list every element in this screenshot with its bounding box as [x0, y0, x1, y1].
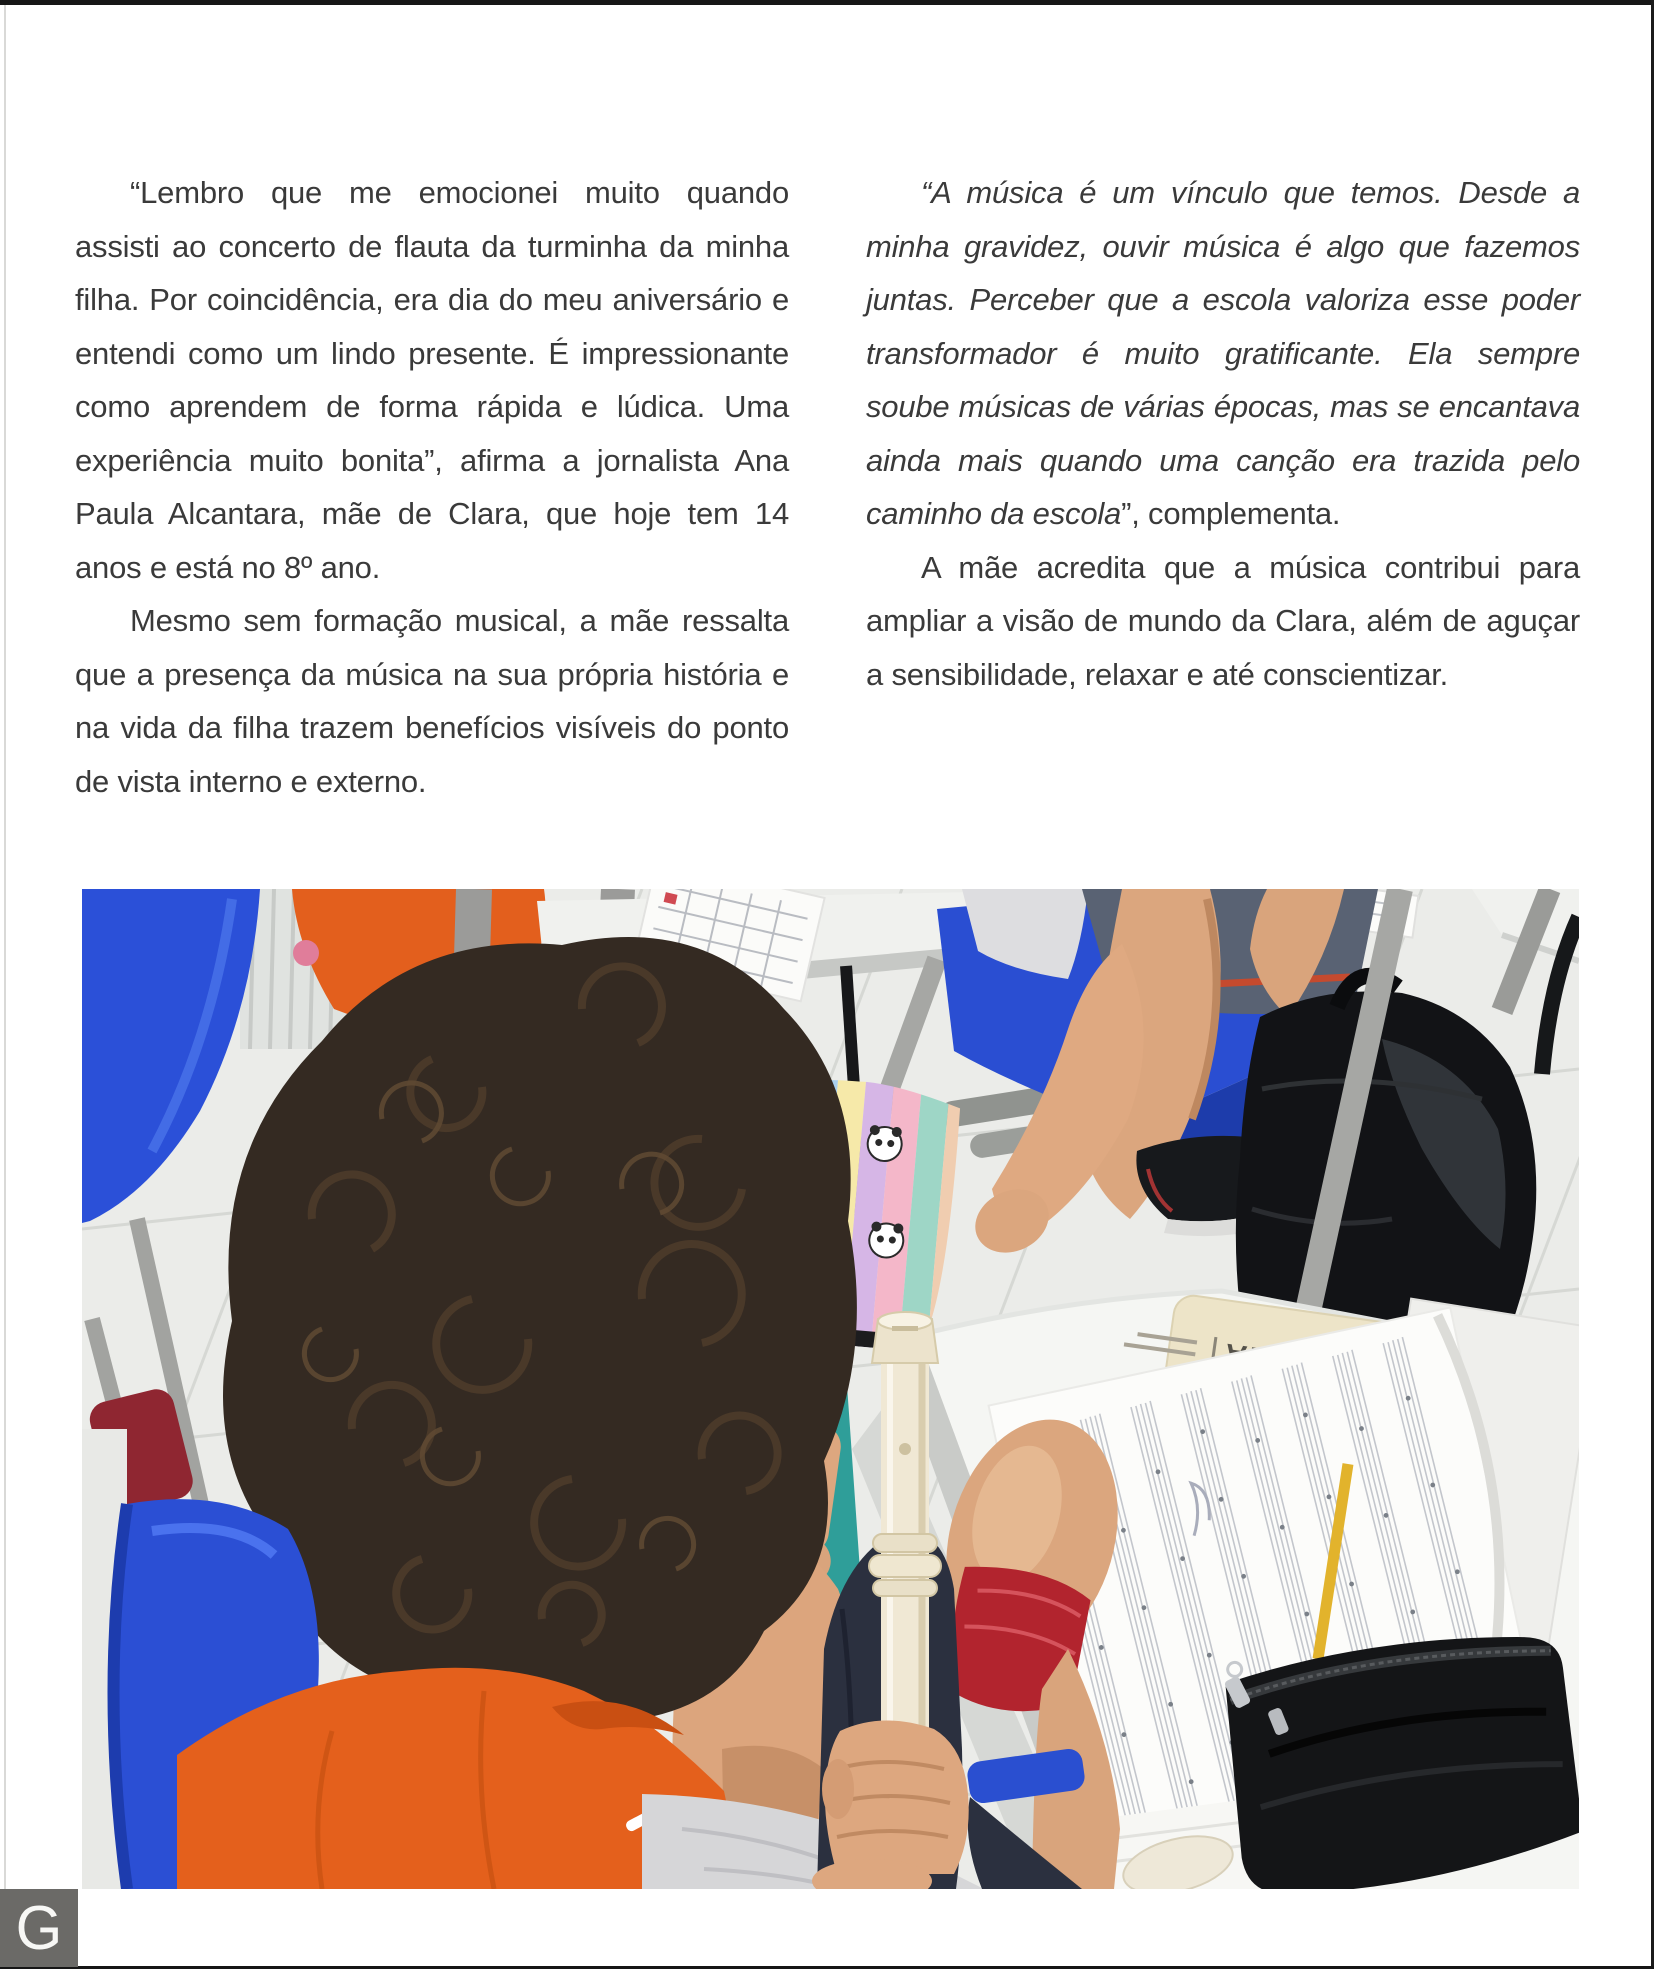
page-border-left: [4, 5, 6, 1966]
paragraph-music-worldview: A mãe acredita que a música contribui para ampliar a visão de mundo da Clara, além de aguçar a sensibilidade, relaxar e até conscientizar.: [866, 549, 1580, 692]
quote-italic-text: “A música é um vínculo que temos. Desde a minha gravidez, ouvir música é algo que fazemos juntas. Perceber que a escola valoriza esse poder transformador é muito gratificante. Ela sempre soube músicas de várias épocas, mas se encantava ainda mais quando uma canção era trazida pelo caminho da escola: [866, 175, 1580, 531]
article-column-left: [75, 166, 789, 808]
article-column-right: [866, 166, 1580, 808]
article-body: [75, 166, 1580, 808]
hair-clip: [293, 940, 319, 966]
thumb-hole: [899, 1443, 911, 1455]
boy-right-hand: [812, 1720, 969, 1889]
recorder-joint-rings: [869, 1534, 941, 1596]
page-monogram: [0, 1889, 78, 1967]
boy-curly-hair: [223, 937, 857, 1736]
paragraph-music-bond-quote: [866, 166, 1580, 541]
quote-attribution-text: ”, complementa.: [1121, 496, 1341, 531]
paragraph-mother-benefits: Mesmo sem formação musical, a mãe ressalta que a presença da música na sua própria história e na vida da filha trazem benefícios visíveis do ponto de vista interno e externo.: [75, 603, 789, 799]
page-border-top: [0, 0, 1654, 5]
paragraph-mother-quote: “Lembro que me emocionei muito quando assisti ao concerto de flauta da turminha da minha filha. Por coincidência, era dia do meu aniversário e entendi como um lindo presente. É impressionante como aprendem de forma rápida e lúdica. Uma experiência muito bonita”, afirma a jornalista Ana Paula Alcantara, mãe de Clara, que hoje tem 14 anos e está no 8º ano.: [75, 175, 789, 585]
monogram-letter: G: [15, 1892, 63, 1963]
classroom-photo: [82, 889, 1579, 1889]
